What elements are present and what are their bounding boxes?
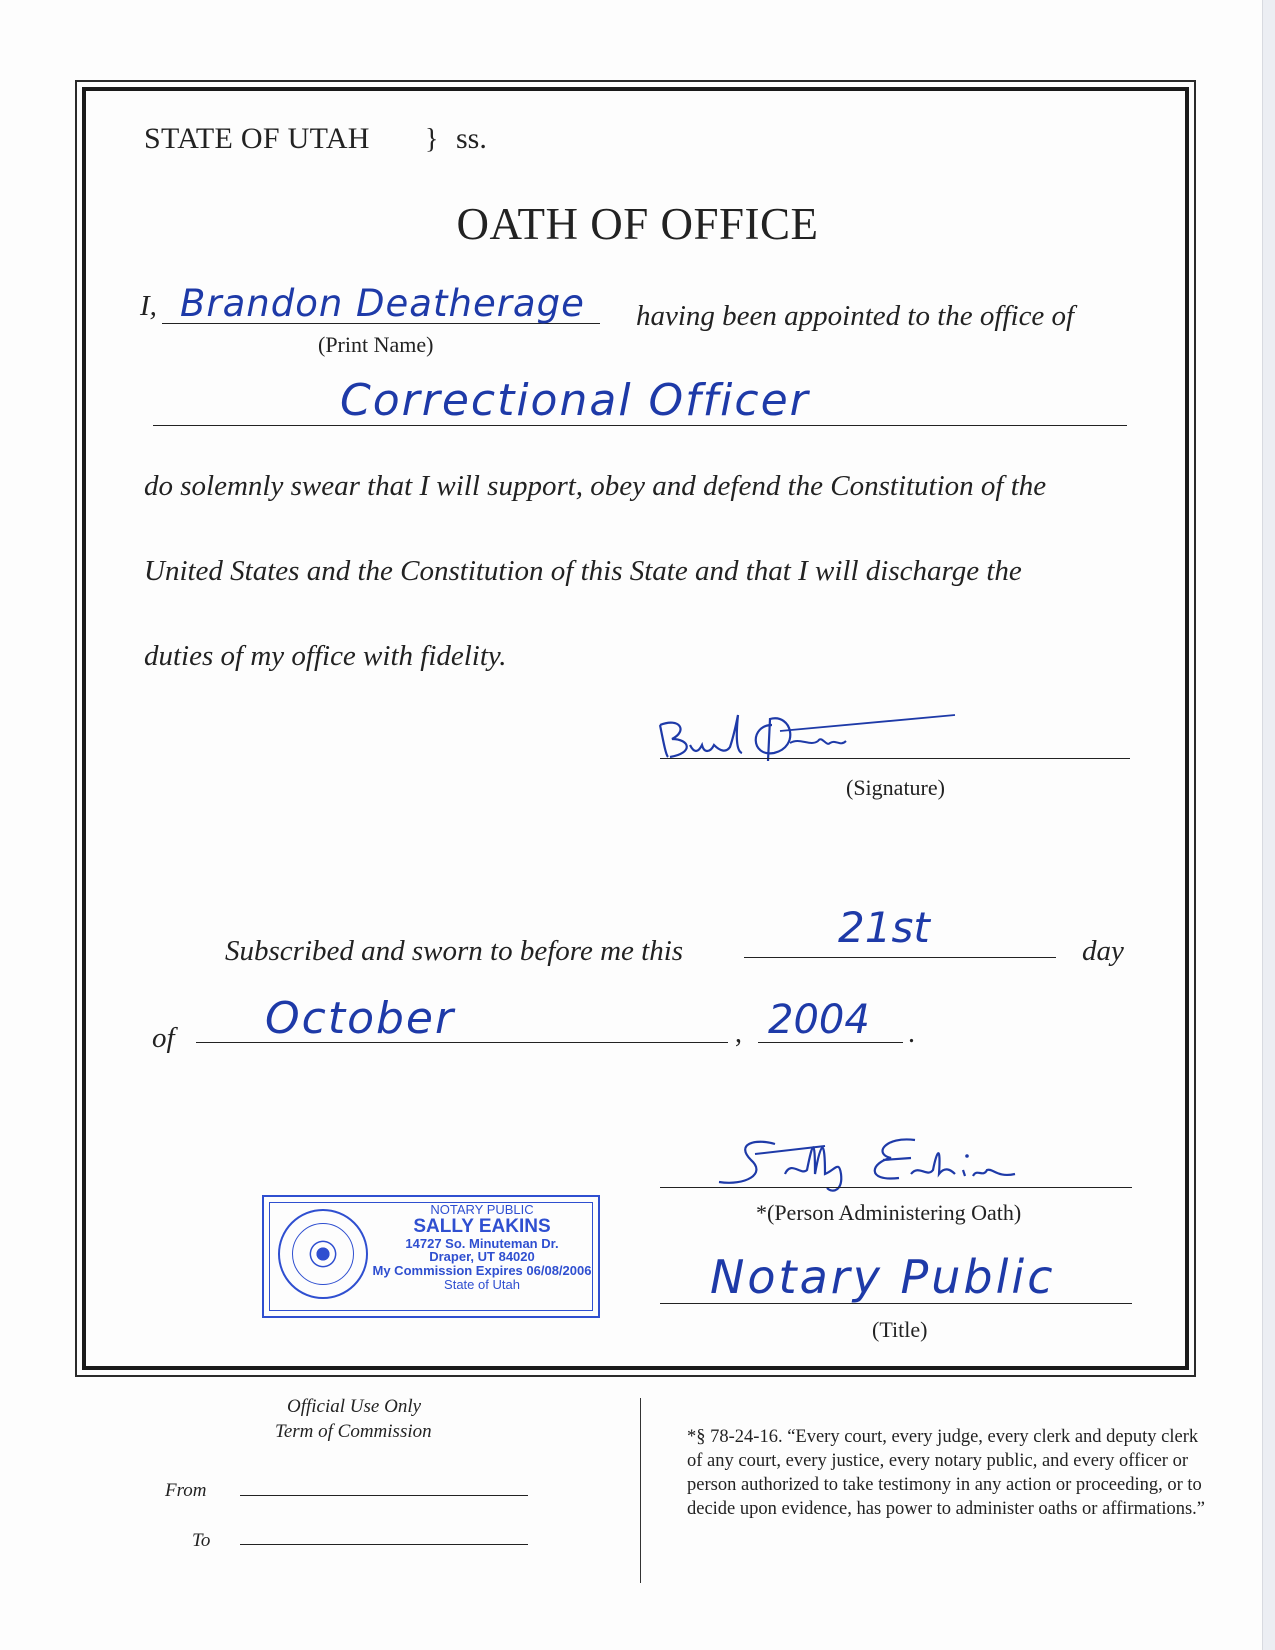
ss-abbreviation: ss. xyxy=(456,122,487,155)
official-use-heading: Official Use Only xyxy=(287,1396,422,1417)
title-label: (Title) xyxy=(872,1317,928,1342)
state-seal-icon xyxy=(278,1209,368,1299)
notary-stamp xyxy=(262,1195,600,1318)
stamp-line-2: SALLY EAKINS xyxy=(413,1215,551,1237)
administering-label: *(Person Administering Oath) xyxy=(756,1200,1022,1225)
day-line xyxy=(744,957,1056,958)
stamp-line-5: My Commission Expires 06/08/2006 xyxy=(372,1262,592,1278)
term-heading: Term of Commission xyxy=(275,1421,432,1442)
state-heading: STATE OF UTAH xyxy=(144,122,370,155)
oath-prefix: I, xyxy=(140,290,157,322)
venue-brace: } xyxy=(425,124,439,155)
handwritten-name: Brandon Deatherage xyxy=(180,282,585,325)
appointee-signature xyxy=(650,695,960,765)
date-period: . xyxy=(908,1018,915,1049)
handwritten-title: Notary Public xyxy=(710,1250,1056,1304)
signature-line xyxy=(660,758,1130,759)
stamp-text xyxy=(372,1203,592,1291)
handwritten-day: 21st xyxy=(838,903,930,952)
document-title: OATH OF OFFICE xyxy=(456,199,819,249)
of-word: of xyxy=(152,1022,175,1054)
to-line xyxy=(240,1544,528,1545)
stamp-line-4: Draper, UT 84020 xyxy=(429,1249,535,1265)
appointed-text: having been appointed to the office of xyxy=(636,300,1075,332)
date-comma: , xyxy=(735,1018,742,1049)
statute-text: *§ 78-24-16. “Every court, every judge, every clerk and deputy clerk of any court, every justice, every notary public, and every officer or person authorized to take testimony in any action or proceeding, or to decide upon evidence, has power to administer oaths or affirmations.” xyxy=(687,1427,1206,1519)
handwritten-month: October xyxy=(265,993,456,1044)
footer-divider xyxy=(640,1398,641,1583)
handwritten-office: Correctional Officer xyxy=(340,375,810,426)
print-name-label: (Print Name) xyxy=(318,332,434,357)
from-label: From xyxy=(165,1480,207,1501)
title-line xyxy=(660,1303,1132,1304)
administering-line xyxy=(660,1187,1132,1188)
handwritten-year: 2004 xyxy=(768,997,870,1043)
stamp-line-1: NOTARY PUBLIC xyxy=(430,1202,534,1217)
stamp-line-3: 14727 So. Minuteman Dr. xyxy=(405,1235,559,1251)
to-label: To xyxy=(192,1530,211,1551)
notary-signature xyxy=(715,1130,1095,1200)
oath-line-3: duties of my office with fidelity. xyxy=(144,640,507,672)
oath-line-2: United States and the Constitution of this State and that I will discharge the xyxy=(144,555,1022,587)
day-word: day xyxy=(1082,935,1124,967)
stamp-line-6: State of Utah xyxy=(444,1276,520,1292)
signature-label: (Signature) xyxy=(846,775,945,800)
oath-line-1: do solemnly swear that I will support, obey and defend the Constitution of the xyxy=(144,470,1047,502)
from-line xyxy=(240,1495,528,1496)
subscribed-text: Subscribed and sworn to before me this xyxy=(225,935,684,967)
